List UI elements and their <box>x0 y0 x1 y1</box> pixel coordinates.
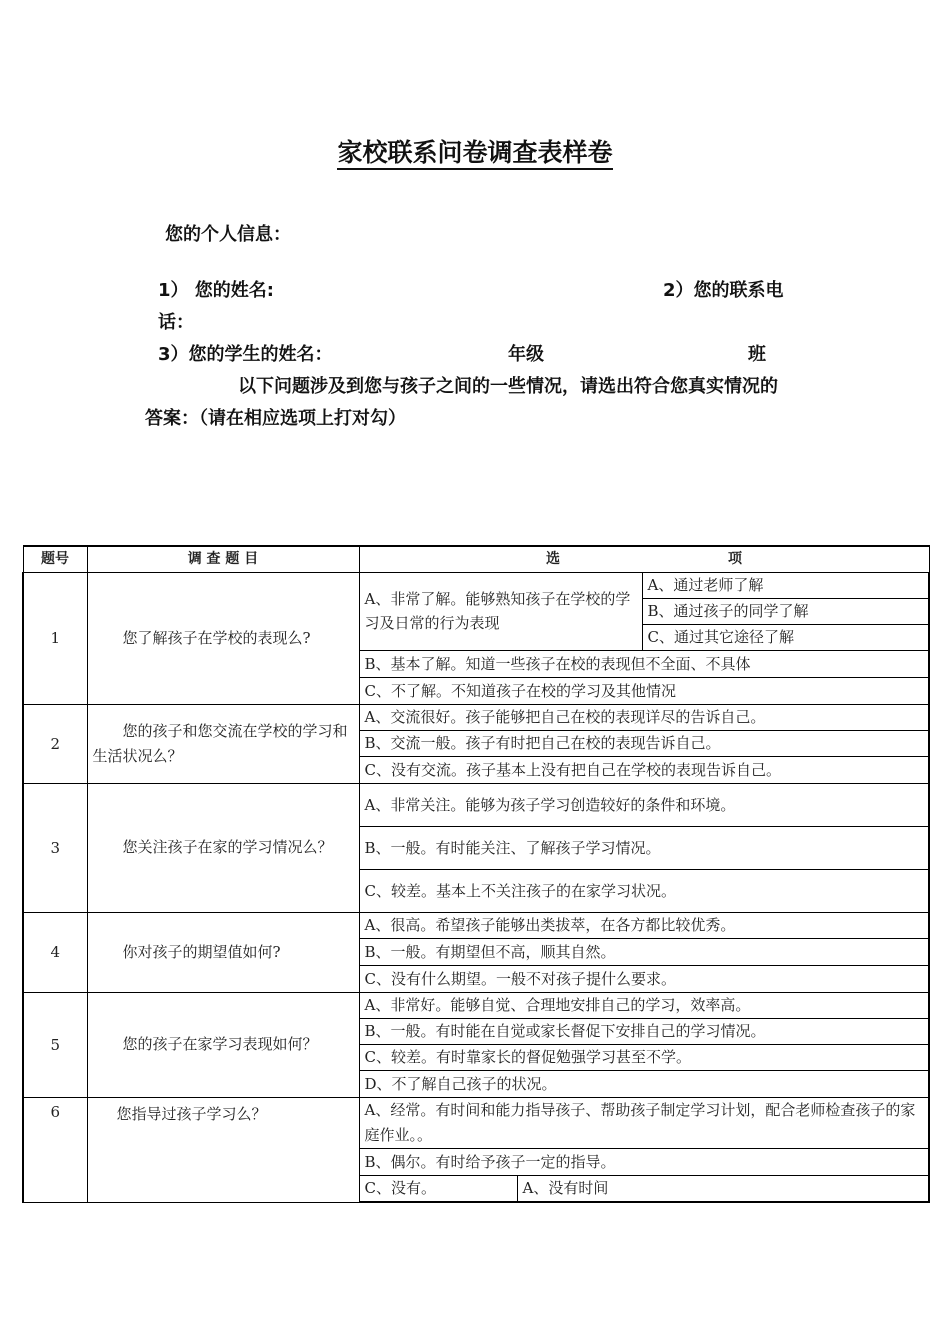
header-question: 调 查 题 目 <box>87 546 359 572</box>
option-c[interactable]: C、较差。有时靠家长的督促勉强学习甚至不学。 <box>359 1044 929 1070</box>
question-number: 2 <box>23 704 87 783</box>
table-row <box>23 572 929 598</box>
sub-option-a[interactable]: A、没有时间 <box>517 1175 929 1202</box>
table-row <box>23 992 929 1018</box>
table-row <box>23 912 929 938</box>
option-b[interactable]: B、偶尔。有时给予孩子一定的指导。 <box>359 1148 929 1175</box>
grade-label: 年级 <box>508 344 544 365</box>
phone-label: 2）您的联系电 <box>663 280 784 301</box>
header-options: 选 项 <box>359 546 929 572</box>
class-label: 班 <box>748 344 766 365</box>
page-title-text: 家校联系问卷调查表样卷 <box>337 138 612 170</box>
option-b[interactable]: B、交流一般。孩子有时把自己在校的表现告诉自己。 <box>359 730 929 756</box>
option-b[interactable]: B、一般。有期望但不高，顺其自然。 <box>359 938 929 965</box>
personal-info-heading: 您的个人信息： <box>165 224 291 245</box>
question-number: 3 <box>23 783 87 912</box>
option-c[interactable]: C、不了解。不知道孩子在校的学习及其他情况 <box>359 677 929 704</box>
student-name-label: 3）您的学生的姓名： <box>158 344 333 365</box>
option-c[interactable]: C、没有什么期望。一般不对孩子提什么要求。 <box>359 965 929 992</box>
option-c[interactable]: C、没有。 <box>359 1175 517 1202</box>
question-text: 您了解孩子在学校的表现么? <box>87 572 359 704</box>
option-c[interactable]: C、较差。基本上不关注孩子的在家学习状况。 <box>359 869 929 912</box>
option-b[interactable]: B、一般。有时能关注、了解孩子学习情况。 <box>359 826 929 869</box>
header-number: 题号 <box>23 546 87 572</box>
option-a[interactable]: A、非常关注。能够为孩子学习创造较好的条件和环境。 <box>359 783 929 826</box>
question-number: 1 <box>23 572 87 704</box>
question-text: 您的孩子和您交流在学校的学习和生活状况么？ <box>87 704 359 783</box>
question-number: 4 <box>23 912 87 992</box>
intro-text-cont: 答案：（请在相应选项上打对勾） <box>145 408 406 429</box>
page-title <box>0 136 950 170</box>
table-row <box>23 704 929 730</box>
option-b[interactable]: B、基本了解。知道一些孩子在校的表现但不全面、不具体 <box>359 650 929 677</box>
sub-option-a[interactable]: A、通过老师了解 <box>642 572 929 598</box>
table-row <box>23 1097 929 1148</box>
option-a[interactable]: A、经常。有时间和能力指导孩子、帮助孩子制定学习计划，配合老师检查孩子的家庭作业。。 <box>359 1097 929 1148</box>
phone-label-cont: 话： <box>158 312 194 333</box>
survey-table <box>22 545 930 1203</box>
sub-option-b[interactable]: B、通过孩子的同学了解 <box>642 598 929 624</box>
table-header-row <box>23 546 929 572</box>
option-d[interactable]: D、不了解自己孩子的状况。 <box>359 1070 929 1097</box>
option-a[interactable]: A、非常好。能够自觉、合理地安排自己的学习，效率高。 <box>359 992 929 1018</box>
option-b[interactable]: B、一般。有时能在自觉或家长督促下安排自己的学习情况。 <box>359 1018 929 1044</box>
intro-text: 以下问题涉及到您与孩子之间的一些情况，请选出符合您真实情况的 <box>238 376 778 397</box>
option-a[interactable]: A、很高。希望孩子能够出类拔萃，在各方都比较优秀。 <box>359 912 929 938</box>
question-number: 5 <box>23 992 87 1097</box>
question-text: 您的孩子在家学习表现如何？ <box>87 992 359 1097</box>
sub-option-c[interactable]: C、通过其它途径了解 <box>642 624 929 650</box>
table-row <box>23 783 929 826</box>
name-label: 1） 您的姓名: <box>158 280 274 301</box>
question-text: 你对孩子的期望值如何? <box>87 912 359 992</box>
question-text: 您关注孩子在家的学习情况么？ <box>87 783 359 912</box>
question-text: 您指导过孩子学习么？ <box>87 1097 359 1202</box>
option-a[interactable]: A、交流很好。孩子能够把自己在校的表现详尽的告诉自己。 <box>359 704 929 730</box>
question-number: 6 <box>23 1097 87 1202</box>
option-c[interactable]: C、没有交流。孩子基本上没有把自己在学校的表现告诉自己。 <box>359 756 929 783</box>
option-a[interactable]: A、非常了解。能够熟知孩子在学校的学习及日常的行为表现 <box>359 572 642 650</box>
